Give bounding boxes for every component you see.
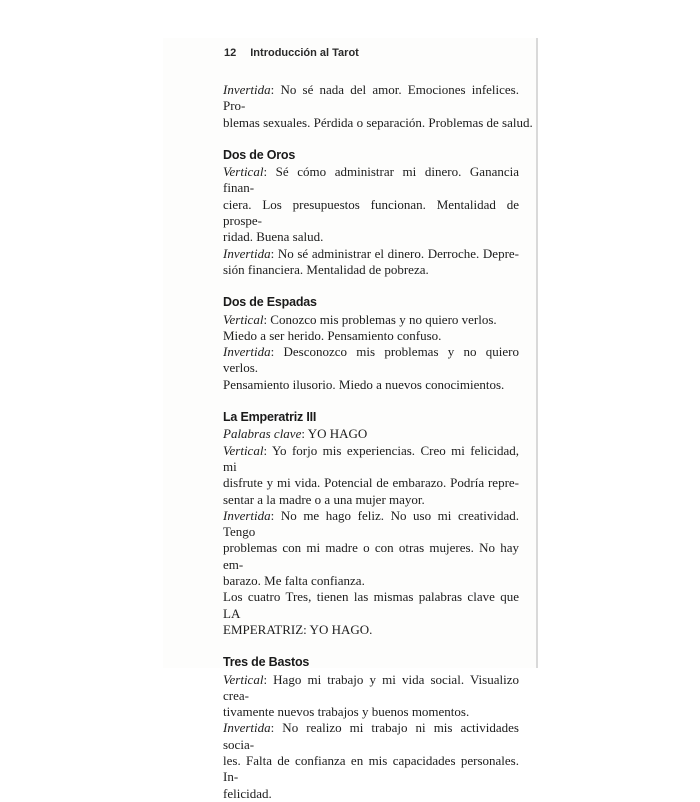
section-heading: Dos de Oros (223, 147, 296, 162)
line-text: : No me hago feliz. No uso mi creatividad. Tengo (223, 507, 519, 540)
entry-label: Invertida (223, 344, 271, 360)
text-line (223, 720, 519, 753)
text-line (223, 426, 519, 442)
text-line (223, 672, 519, 705)
text-line (223, 573, 519, 589)
line-text: Pensamiento ilusorio. Miedo a nuevos conocimientos. (223, 376, 505, 392)
line-text: sión financiera. Mentalidad de pobreza. (223, 261, 429, 277)
entry-label: Vertical (223, 311, 264, 327)
line-text: Los cuatro Tres, tienen las mismas palabras clave que LA (223, 589, 519, 621)
text-line (223, 786, 519, 802)
section-heading: Dos de Espadas (223, 295, 317, 310)
page-number: 12 (224, 47, 237, 59)
line-text: : Yo forjo mis experiencias. Creo mi felicidad, mi (223, 442, 519, 474)
line-text: : No realizo mi trabajo ni mis actividades socia- (223, 720, 519, 752)
line-text: : No sé administrar el dinero. Derroche. Depre- (270, 245, 519, 261)
text-line (223, 540, 519, 573)
line-text: tivamente nuevos trabajos y buenos momentos. (223, 704, 470, 720)
entry-label: Palabras clave (223, 426, 302, 442)
line-text: les. Falta de confianza en mis capacidades personales. In- (223, 752, 519, 785)
text-line (223, 197, 519, 230)
line-text: blemas sexuales. Pérdida o separación. Problemas de salud. (223, 114, 533, 130)
line-text: : Sé cómo administrar mi dinero. Ganancia finan- (223, 164, 519, 196)
text-line (223, 246, 519, 262)
entry-label: Vertical (223, 164, 264, 180)
line-text: ridad. Buena salud. (223, 229, 324, 245)
page-edge (536, 38, 538, 668)
entry-label: Invertida (223, 507, 271, 523)
line-text: problemas con mi madre o con otras mujeres. No hay em- (223, 540, 519, 572)
entry-label: Invertida (223, 245, 271, 261)
text-line (223, 114, 533, 131)
line-text: EMPERATRIZ: YO HAGO. (223, 621, 373, 637)
text-line (223, 753, 519, 786)
sections (223, 147, 519, 802)
text-line (223, 492, 519, 508)
text-line (223, 312, 519, 328)
text-line (223, 589, 519, 622)
text-line (223, 443, 519, 476)
section-heading: Tres de Bastos (223, 655, 310, 670)
line-text: ciera. Los presupuestos funcionan. Mentalidad de prospe- (223, 196, 519, 229)
line-text: : No sé nada del amor. Emociones infelices. Pro- (223, 82, 519, 114)
text-line (223, 164, 519, 197)
intro-block (223, 82, 533, 131)
text-line (223, 508, 519, 541)
line-text: barazo. Me falta confianza. (223, 573, 365, 589)
text-line (223, 622, 519, 638)
entry-label: Vertical (223, 442, 264, 458)
entry-label: Invertida (223, 720, 271, 736)
line-text: felicidad. (223, 785, 272, 801)
line-text: : YO HAGO (301, 426, 368, 442)
text-line (223, 262, 519, 278)
section-heading: La Emperatriz III (223, 410, 317, 425)
entry-label: Invertida (223, 82, 271, 97)
text-line (223, 377, 519, 393)
line-text: : Desconozco mis problemas y no quiero verlos. (223, 344, 519, 376)
text-line (223, 704, 519, 720)
page-body (223, 82, 533, 802)
line-text: : Conozco mis problemas y no quiero verlos. (263, 311, 497, 327)
text-line (223, 229, 519, 245)
line-text: sentar a la madre o a una mujer mayor. (223, 491, 425, 507)
text-line (223, 475, 519, 491)
line-text: Miedo a ser herido. Pensamiento confuso. (223, 327, 442, 343)
entry-label: Vertical (223, 671, 264, 687)
text-line (223, 82, 519, 115)
book-title: Introducción al Tarot (250, 47, 359, 59)
text-line (223, 328, 519, 344)
line-text: : Hago mi trabajo y mi vida social. Visualizo crea- (223, 671, 519, 703)
running-head (224, 47, 359, 59)
line-text: disfrute y mi vida. Potencial de embarazo. Podría repre- (223, 475, 519, 491)
text-line (223, 344, 519, 377)
